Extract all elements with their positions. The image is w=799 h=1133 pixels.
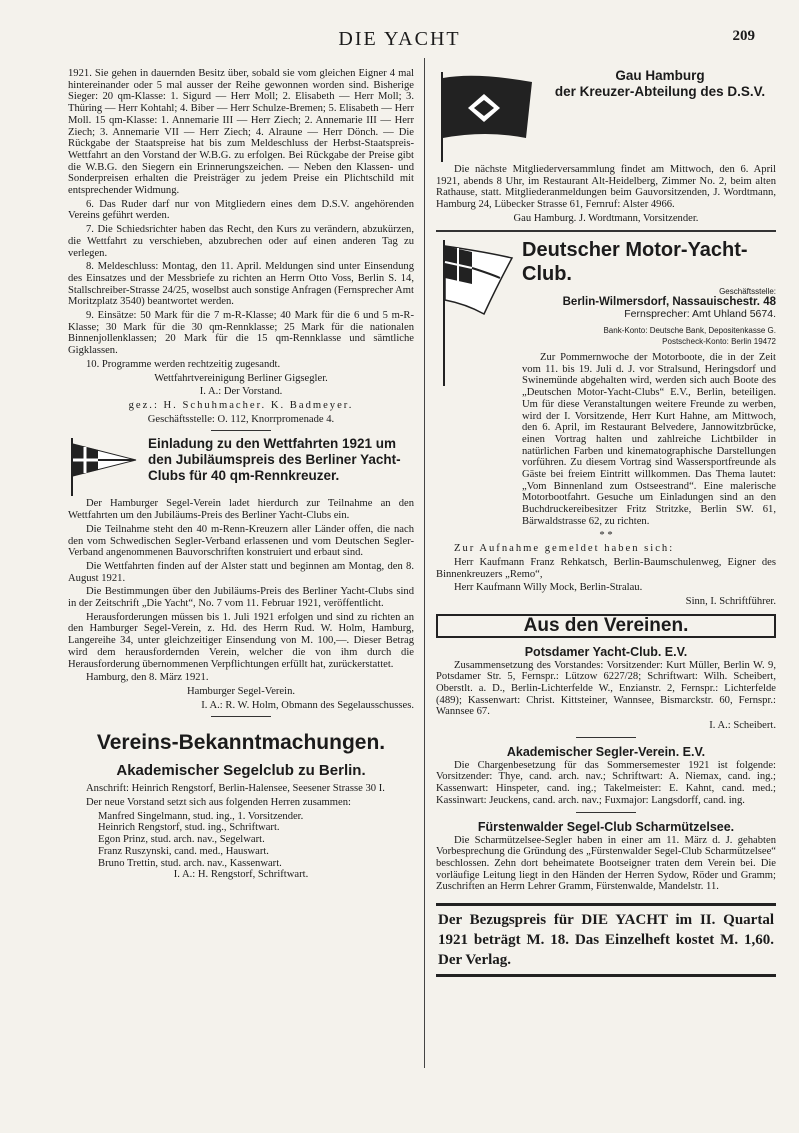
dmyc-flag-icon xyxy=(436,238,514,388)
signature-line: I. A.: H. Rengstorf, Schriftwart. xyxy=(173,869,309,881)
signature-line: Wettfahrtvereinigung Berliner Gigsegler. xyxy=(154,372,328,384)
paragraph: Zur Aufnahme gemeldet haben sich: xyxy=(454,543,675,555)
dmyc-bank: Bank-Konto: Deutsche Bank, Depositenkasse G. xyxy=(603,325,776,335)
gau-title: Gau Hamburg xyxy=(615,68,705,83)
paragraph: Die Teilnahme steht den 40 m-Renn-Kreuzern aller Länder offen, die nach den vom Schwedischen Segler-Verband erlassenen und vom Deutschen Segler-Verband angenommenen Bauvorschriften konstruiert und erbaut sind. xyxy=(68,523,414,559)
paragraph: Der neue Vorstand setzt sich aus folgenden Herren zusammen: xyxy=(86,797,351,809)
list-item: Heinrich Rengstorf, stud. ing., Schriftwart. xyxy=(98,822,280,834)
dmyc-phone: Fernsprecher: Amt Uhland 5674. xyxy=(624,307,776,320)
signature-line: I. A.: Scheibert. xyxy=(709,720,776,732)
magazine-title: DIE YACHT xyxy=(338,28,461,50)
club-title: Akademischer Segler-Verein. E.V. xyxy=(506,744,706,759)
member-list xyxy=(68,811,414,870)
signature-line: Hamburger Segel-Verein. xyxy=(186,685,296,697)
column-divider xyxy=(424,58,425,1068)
dmyc-postcheck: Postscheck-Konto: Berlin 19472 xyxy=(662,337,776,347)
dmyc-address: Berlin-Wilmersdorf, Nassauischestr. 48 xyxy=(562,296,776,309)
paragraph: 10. Programme werden rechtzeitig zugesandt. xyxy=(86,358,281,370)
left-column xyxy=(68,68,414,883)
signature-line: I. A.: R. W. Holm, Obmann des Segelausschusses. xyxy=(201,699,414,711)
list-item: Egon Prinz, stud. arch. nav., Segelwart. xyxy=(98,834,265,846)
list-item: Manfred Singelmann, stud. ing., 1. Vorsitzender. xyxy=(98,810,304,822)
paragraph: Die Wettfahrten finden auf der Alster statt und beginnen am Montag, den 8. August 1921. xyxy=(68,560,414,584)
right-column xyxy=(436,68,776,977)
separator xyxy=(576,812,636,813)
paragraph: 1921. Sie gehen in dauernden Besitz über, sobald sie vom gleichen Eigner 4 mal hintereinander oder 5 mal ausser der Reihe gewonnen worden sind. Bisherige Sieger: 20 qm-Klasse: 1. Sigurd — Herr Moll; 2. Elisabeth — Herr Moll; 3. Thüring — Herr Kohtahl; 4. Biber — Herr Schulze-Bremen; 5. Elisabeth — Herr Moll. 15 qm-Klasse: 1. Annemarie III — Herr Ziech; 2. Annemarie III — Herr Ziech; 3. Annemarie VII — Herr Ziech; 4. Alraune — Herr Dönch. — Die Rückgabe der Staatspreise hat bis zum Meldeschluss der Herbst-Staatspreis-Wettfahrt an den Vorstand der W.B.G. zu erfolgen. Bei Rückgabe der Preise gibt die W.B.G. den Siegern ein Erinnerungszeichen. — Neben den Klassen- und Sonderpreisen erhalten die Preisträger zu jedem Preise ein Plichtschild mit entsprechender Widmung. xyxy=(68,68,414,197)
club-title: Potsdamer Yacht-Club. E.V. xyxy=(524,644,688,659)
signature-line: Gau Hamburg. J. Wordtmann, Vorsitzender. xyxy=(513,212,699,224)
dmyc-office-label: Geschäftsstelle: xyxy=(719,286,776,296)
list-item: Bruno Trettin, stud. arch. nav., Kassenwart. xyxy=(98,857,282,869)
club-title: Akademischer Segelclub zu Berlin. xyxy=(116,762,366,780)
gau-block xyxy=(544,68,776,100)
gau-flag-icon xyxy=(436,68,536,164)
separator xyxy=(436,230,776,232)
paragraph: Die Chargenbesetzung für das Sommersemester 1921 ist folgende: Vorsitzender: Thye, cand. arch. nav.; Schriftwart: A. Niemax, cand. ing.; Kassenwart: Hinspeter, cand. ing.; Takelmeister: E. Kahnt, cand. med.; Kassinwart: Jeuckens, cand. arch. nav.; Fuxmajor: Langsdorff, cand. ing. xyxy=(436,759,776,806)
einladung-title: Einladung zu den Wettfahrten 1921 um den Jubiläumspreis des Berliner Yacht-Clubs für 40 qm-Rennkreuzer. xyxy=(148,436,401,484)
section-box-title: Aus den Vereinen. xyxy=(436,614,776,638)
signature-line: Sinn, I. Schriftführer. xyxy=(685,596,776,608)
paragraph: Herr Kaufmann Franz Rehkatsch, Berlin-Baumschulenweg, Eigner des Binnenkreuzers „Remo“, xyxy=(436,556,776,580)
paragraph: 6. Das Ruder darf nur von Mitgliedern eines dem D.S.V. angehörenden Vereins geführt werden. xyxy=(68,198,414,222)
paragraph: Der Hamburger Segel-Verein ladet hierdurch zur Teilnahme an den Wettfahrten um den Jubiläums-Preis des Berliner Yacht-Clubs ein. xyxy=(68,498,414,522)
signature-line: gez.: H. Schuhmacher. K. Badmeyer. xyxy=(128,399,354,411)
paragraph: Die Bestimmungen über den Jubiläums-Preis des Berliner Yacht-Clubs sind in der Zeitschrift „Die Yacht“, No. 7 vom 11. Februar 1921, veröffentlicht. xyxy=(68,586,414,610)
list-item: Franz Ruszynski, cand. med., Hauswart. xyxy=(98,845,269,857)
einladung-header xyxy=(68,436,414,498)
signature-line: I. A.: Der Vorstand. xyxy=(199,386,283,398)
dmyc-title: Deutscher Motor-Yacht-Club. xyxy=(522,238,748,285)
paragraph: Die Scharmützelsee-Segler haben in einer am 11. März d. J. gehabten Vorbesprechung die Gründung des „Fürstenwalder Segel-Club Scharmützelsee“ beschlossen. Zehn dort beheimatete Bootseigner traten dem Verein bei. Die vorläufige Leitung liegt in den Händen der Herren Sydow, Röder und Gramm; Zuschriften an Herrn Lehrer Gramm, Fürstenwalde, Mandelstr. 11. xyxy=(436,834,776,893)
section-title: Vereins-Bekanntmachungen. xyxy=(96,731,386,755)
club-title: Fürstenwalder Segel-Club Scharmützelsee. xyxy=(477,819,735,834)
paragraph: Herr Kaufmann Willy Mock, Berlin-Stralau. xyxy=(454,582,643,594)
stars-divider: * * xyxy=(599,529,613,541)
separator xyxy=(211,430,271,431)
paragraph: 7. Die Schiedsrichter haben das Recht, den Kurs zu verändern, abzukürzen, die Wettfahrt zu verschieben, abzubrechen oder auf einen anderen Tag zu verlegen. xyxy=(68,224,414,259)
separator xyxy=(211,716,271,717)
page-header xyxy=(0,28,799,52)
dmyc-header xyxy=(436,238,776,530)
signature-line: Hamburg, den 8. März 1921. xyxy=(86,672,209,684)
paragraph: Die nächste Mitgliederversammlung findet am Mittwoch, den 6. April 1921, abends 8 Uhr, im Restaurant Alt-Heidelberg, Zimmer No. 2, beim alten Rathause, statt. Mitgliederanmeldungen beim Gauvorsitzenden, J. Wordtmann, Hamburg 24, Lübecker Strasse 61, Fernruf: Alster 4966. xyxy=(436,164,776,211)
paragraph: Zusammensetzung des Vorstandes: Vorsitzender: Kurt Müller, Berlin W. 9, Potsdamer Str. 5, Fernspr.: Lützow 6227/28; Schriftwart: Wilh. Scheibert, Oberstlt. a. D., Berlin-Lichterfelde W., Enzianstr. 2, Fernspr.: Lichterfelde (489); Kassenwart: Christ. Kittsteiner, Wannsee, Bismarckstr. 60, Fernspr.: Wannsee 67. xyxy=(436,659,776,718)
paragraph: Herausforderungen müssen bis 1. Juli 1921 erfolgen und sind zu richten an den Hamburger Segel-Verein, z. Hd. des Herrn Rud. W. Holm, Hamburg, Langereihe 34, unter gleichzeitiger Einsendung von M. 100,—. Dieser Betrag wird dem herausfordernden Verein, welcher die von ihm durch die Herausforderung übernommenen Verpflichtungen erfüllt hat, zurückerstattet. xyxy=(68,611,414,670)
page-number: 209 xyxy=(732,28,755,44)
paragraph: Zur Pommernwoche der Motorboote, die in der Zeit vom 11. bis 19. Juli d. J. vor Stralsund, Heringsdorf und Swinemünde abgehalten wird, werden sich auch Boote des „Deutschen Motor-Yacht-Clubs“ E.V., Berlin, beteiligen. Um für diese Veranstaltungen weitere Freunde zu werben, wird der I. Vorsitzende, Herr Kurt Hahne, am Mittwoch, den 6. April, im Restaurant Belvedere, Jannowitzbrücke, einen Vortrag halten und zahlreiche Lichtbilder in natürlichen Farben und kinematographische Darstellungen vorführen. Zu diesem Vortrag sind Wassersportfreunde als Gäste bei freiem Eintritt willkommen. Das Thema lautet: „Vom Binnenland zum Ostseestrand“. Eine malerische Motorbootfahrt. Gesuche um Einladungen sind an den Buchdruckereibesitzer Fritz Stritzke, Berlin SW. 61, Bärwaldstrasse 62, zu richten. xyxy=(522,352,776,527)
paragraph: 9. Einsätze: 50 Mark für die 7 m-R-Klasse; 40 Mark für die 6 und 5 m-R-Klasse; 30 Mark für die 30 qm-Rennklasse; 25 Mark für die nationalen Binnenjollenklassen; 20 Mark für die 15 qm-Rennklasse und sämtliche Gigklassen. xyxy=(68,310,414,357)
gau-header xyxy=(436,68,776,164)
subscription-notice: Der Bezugspreis für DIE YACHT im II. Quartal 1921 beträgt M. 18. Das Einzelheft kostet M. 1,60. Der Verlag. xyxy=(436,903,776,977)
signature-line: Geschäftsstelle: O. 112, Knorrpromenade 4. xyxy=(147,413,335,425)
gau-subtitle: der Kreuzer-Abteilung des D.S.V. xyxy=(554,84,766,99)
club-flag-icon xyxy=(68,436,140,498)
paragraph: Anschrift: Heinrich Rengstorf, Berlin-Halensee, Seesener Strasse 30 I. xyxy=(86,783,385,795)
separator xyxy=(576,737,636,738)
dmyc-block xyxy=(522,238,776,530)
paragraph: 8. Meldeschluss: Montag, den 11. April. Meldungen sind unter Einsendung des Einsatzes und der Messbriefe zu richten an Herrn Otto Voss, Berlin S. 14, Stallschreiber-Strasse 24/25, woselbst auch sonstige Anfragen (Fernsprecher Amt Moritzplatz 3540) beantwortet werden. xyxy=(68,261,414,308)
